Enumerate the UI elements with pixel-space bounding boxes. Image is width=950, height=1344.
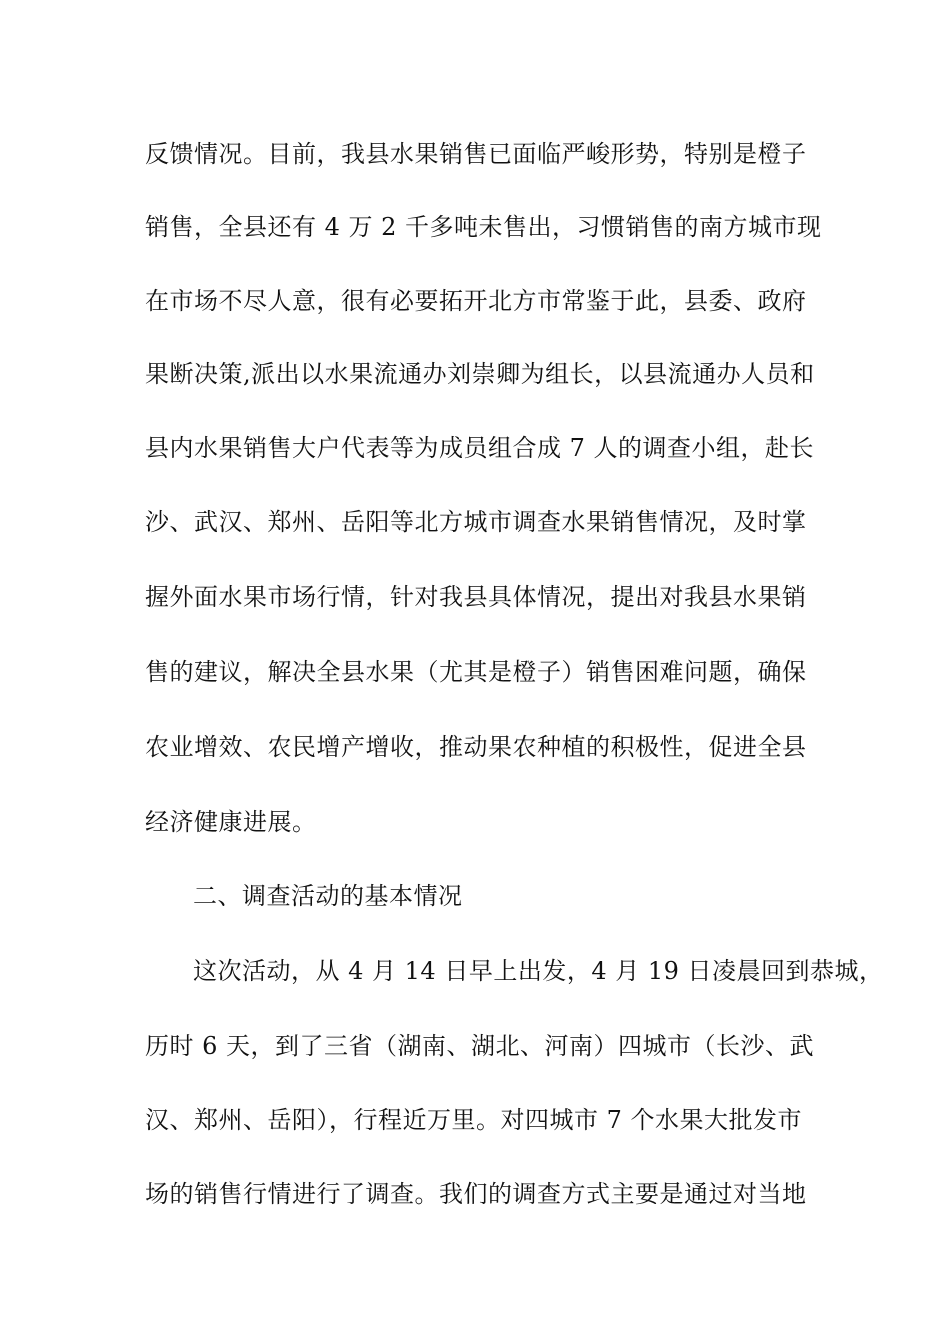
- paragraph-line-2: 销售，全县还有 4 万 2 千多吨未售出，习惯销售的南方城市现: [145, 213, 822, 241]
- paragraph-line-8: 售的建议，解决全县水果（尤其是橙子）销售困难问题，确保: [145, 658, 807, 686]
- paragraph-line-5: 县内水果销售大户代表等为成员组合成 7 人的调查小组，赴长: [145, 434, 815, 462]
- paragraph-line-14: 场的销售行情进行了调查。我们的调查方式主要是通过对当地: [145, 1180, 807, 1208]
- paragraph-line-3: 在市场不尽人意，很有必要拓开北方市常鉴于此，县委、政府: [145, 287, 807, 315]
- paragraph-line-1: 反馈情况。目前，我县水果销售已面临严峻形势，特别是橙子: [145, 140, 807, 168]
- paragraph-line-9: 农业增效、农民增产增收，推动果农种植的积极性，促进全县: [145, 733, 807, 761]
- paragraph-line-4: 果断决策,派出以水果流通办刘崇卿为组长，以县流通办人员和: [145, 360, 815, 388]
- paragraph-line-6: 沙、武汉、郑州、岳阳等北方城市调查水果销售情况，及时掌: [145, 508, 807, 536]
- paragraph-line-12: 历时 6 天，到了三省（湖南、湖北、河南）四城市（长沙、武: [145, 1032, 815, 1060]
- section-heading: 二、调查活动的基本情况: [193, 882, 463, 910]
- paragraph-line-11: 这次活动，从 4 月 14 日早上出发，4 月 19 日凌晨回到恭城，: [193, 957, 884, 985]
- paragraph-line-7: 握外面水果市场行情，针对我县具体情况，提出对我县水果销: [145, 583, 807, 611]
- paragraph-line-13: 汉、郑州、岳阳），行程近万里。对四城市 7 个水果大批发市: [145, 1106, 803, 1134]
- paragraph-line-10: 经济健康进展。: [145, 808, 317, 836]
